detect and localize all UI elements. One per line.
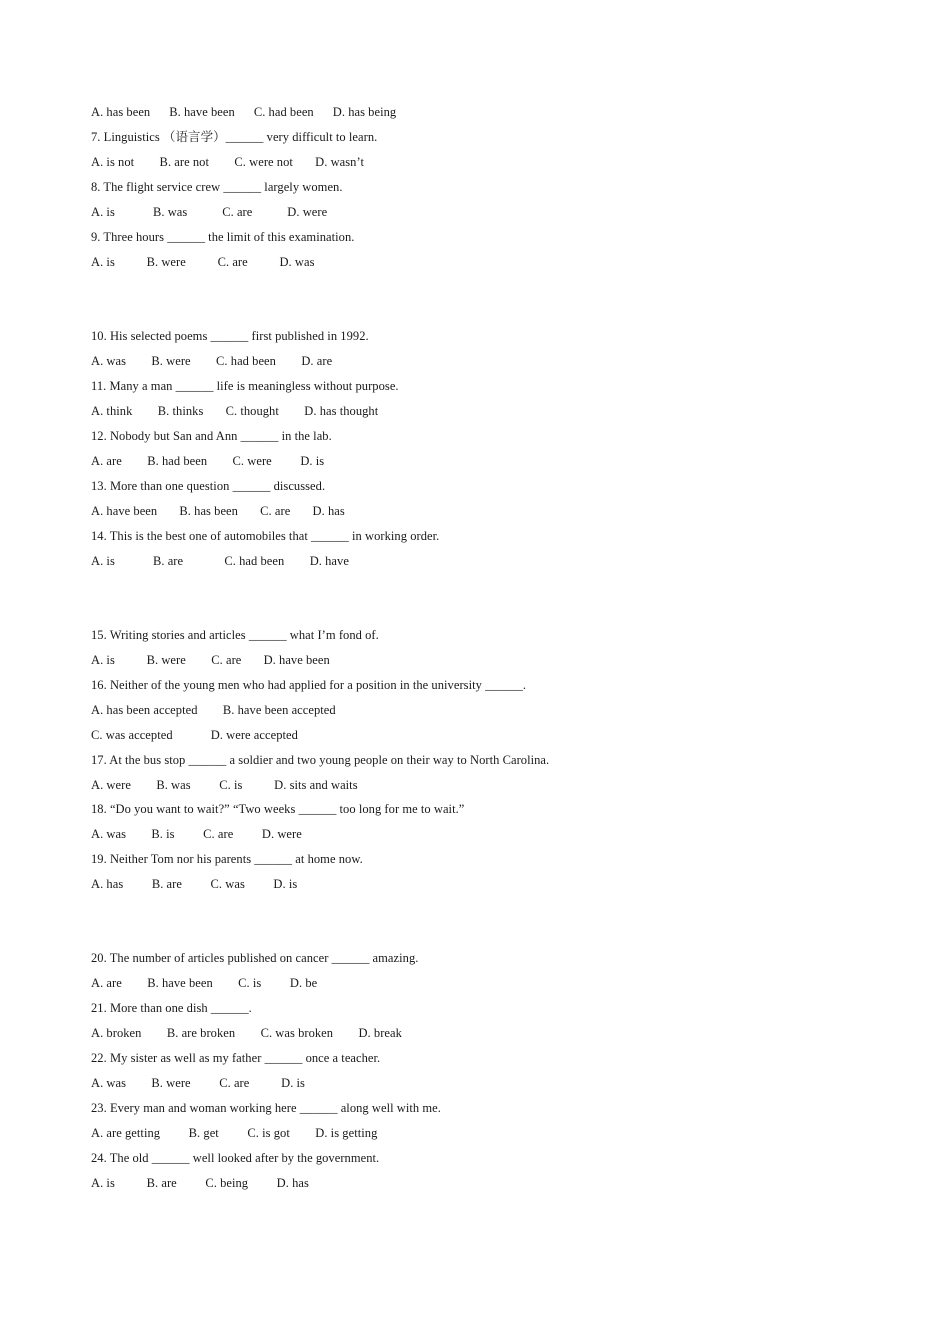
- question-19: 19. Neither Tom nor his parents ______ at home now.: [91, 852, 363, 866]
- answer-options-21: A. broken B. are broken C. was broken D. break: [91, 1026, 402, 1040]
- answer-options-17: A. were B. was C. is D. sits and waits: [91, 778, 358, 792]
- question-21: 21. More than one dish ______.: [91, 1001, 252, 1015]
- answer-options-9: A. is B. were C. are D. was: [91, 255, 315, 269]
- answer-options-7: A. is not B. are not C. were not D. wasn’t: [91, 155, 364, 169]
- question-23: 23. Every man and woman working here ______ along well with me.: [91, 1101, 441, 1115]
- question-12: 12. Nobody but San and Ann ______ in the lab.: [91, 429, 332, 443]
- question-16: 16. Neither of the young men who had applied for a position in the university ______.: [91, 678, 527, 692]
- question-14: 14. This is the best one of automobiles that ______ in working order.: [91, 529, 440, 543]
- question-11: 11. Many a man ______ life is meaningless without purpose.: [91, 379, 399, 393]
- question-15: 15. Writing stories and articles ______ what I’m fond of.: [91, 628, 379, 642]
- question-22: 22. My sister as well as my father ______ once a teacher.: [91, 1051, 381, 1065]
- question-13: 13. More than one question ______ discussed.: [91, 479, 326, 493]
- question-9: 9. Three hours ______ the limit of this examination.: [91, 230, 355, 244]
- answer-options-14: A. is B. are C. had been D. have: [91, 554, 349, 568]
- answer-options-16-ab: A. has been accepted B. have been accepted: [91, 703, 336, 717]
- answer-options-24: A. is B. are C. being D. has: [91, 1176, 309, 1190]
- answer-options-20: A. are B. have been C. is D. be: [91, 976, 318, 990]
- question-18: 18. “Do you want to wait?” “Two weeks ______ too long for me to wait.”: [91, 802, 465, 816]
- question-10: 10. His selected poems ______ first published in 1992.: [91, 329, 369, 343]
- answer-options-18: A. was B. is C. are D. were: [91, 827, 302, 841]
- answer-options-22: A. was B. were C. are D. is: [91, 1076, 305, 1090]
- question-24: 24. The old ______ well looked after by the government.: [91, 1151, 380, 1165]
- question-7: 7. Linguistics （语言学）______ very difficult to learn.: [91, 130, 378, 144]
- question-17: 17. At the bus stop ______ a soldier and two young people on their way to North Carolina.: [91, 753, 550, 767]
- answer-options-19: A. has B. are C. was D. is: [91, 877, 298, 891]
- answer-options-10: A. was B. were C. had been D. are: [91, 354, 333, 368]
- question-20: 20. The number of articles published on cancer ______ amazing.: [91, 951, 419, 965]
- answer-options-12: A. are B. had been C. were D. is: [91, 454, 325, 468]
- answer-options-11: A. think B. thinks C. thought D. has thought: [91, 404, 379, 418]
- question-8: 8. The flight service crew ______ largely women.: [91, 180, 343, 194]
- answer-options-23: A. are getting B. get C. is got D. is getting: [91, 1126, 378, 1140]
- answer-options-16-cd: C. was accepted D. were accepted: [91, 728, 298, 742]
- answer-options-15: A. is B. were C. are D. have been: [91, 653, 330, 667]
- answer-options-8: A. is B. was C. are D. were: [91, 205, 328, 219]
- answer-options-6: A. has been B. have been C. had been D. has being: [91, 105, 397, 119]
- answer-options-13: A. have been B. has been C. are D. has: [91, 504, 345, 518]
